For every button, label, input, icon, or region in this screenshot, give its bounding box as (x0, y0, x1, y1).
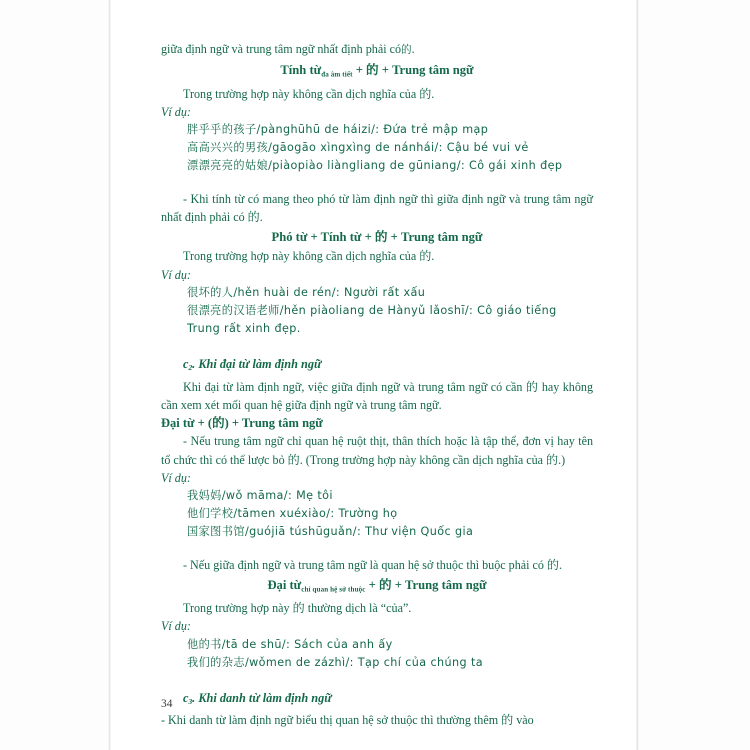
bullet-possessive-requires-de: - Nếu giữa định ngữ và trung tâm ngữ là quan hệ sở thuộc thì buộc phải có 的. (183, 557, 563, 572)
section-marker: c (183, 357, 189, 372)
example-item: 漂漂亮亮的姑娘/piàopiào liàngliang de gūniang/: Cô gái xinh đẹp (187, 159, 563, 173)
spacer (161, 338, 593, 355)
formula-subscript: chỉ quan hệ sở thuộc (301, 585, 366, 594)
example-item: 他的书/tā de shū/: Sách của anh ấy (187, 637, 393, 651)
example-label-3: Ví dụ: (161, 470, 191, 485)
formula-rest: + 的 + Trung tâm ngữ (352, 63, 474, 78)
section-marker-subscript: 2 (188, 363, 193, 373)
section-heading-c3 (161, 689, 593, 711)
formula-rest: + 的 + Trung tâm ngữ (365, 577, 487, 592)
de-particle-icon: 的 (401, 44, 412, 56)
example-label-2: Ví dụ: (161, 267, 191, 282)
formula-lead: Đại từ (267, 577, 302, 592)
formula-subscript: đa âm tiết (321, 70, 353, 79)
note-no-translation-1: Trong trường hợp này không cần dịch nghĩa của 的. (183, 86, 435, 101)
bullet-kinship-omit-de: - Nếu trung tâm ngữ chỉ quan hệ ruột thịt, thân thích hoặc là tập thể, đơn vị hay tên tổ chức thì có thể lược bỏ 的. (Trong trường hợp này không cần dịch nghĩa của 的.) (161, 434, 593, 467)
formula-possessive-pronoun (161, 576, 593, 598)
note-no-translation-2: Trong trường hợp này không cần dịch nghĩa của 的. (183, 249, 435, 264)
formula-adjective-polysyllabic (161, 61, 593, 83)
example-label-4: Ví dụ: (161, 619, 191, 634)
formula-pronoun-optional-de: Đại từ + (的) + Trung tâm ngữ (161, 416, 323, 431)
spacer (161, 176, 593, 190)
spacer (161, 672, 593, 689)
example-item: 很漂亮的汉语老师/hěn piàoliang de Hànyǔ lǎoshī/: Cô giáo tiếng Trung rất xinh đẹp. (187, 303, 557, 336)
page-number: 34 (161, 698, 173, 710)
paragraph-pronoun-attributive: Khi đại từ làm định ngữ, việc giữa định ngữ và trung tâm ngữ có cần 的 hay không cần xem xét mối quan hệ giữa định ngữ và trung tâm ngữ. (161, 379, 593, 412)
paragraph-continuation: giữa định ngữ và trung tâm ngữ nhất định phải có的. (161, 42, 415, 56)
example-item: 他们学校/tāmen xuéxiào/: Trường họ (187, 507, 398, 521)
bullet-adverb-adjective: - Khi tính từ có mang theo phó từ làm định ngữ thì giữa định ngữ và trung tâm ngữ nhất định phải có 的. (161, 191, 593, 224)
formula-lead: Tính từ (280, 63, 322, 78)
bullet-noun-attributive: - Khi danh từ làm định ngữ biểu thị quan hệ sở thuộc thì thường thêm 的 vào (161, 713, 534, 728)
example-item: 高高兴兴的男孩/gāogāo xìngxìng de nánhái/: Cậu bé vui vẻ (187, 141, 529, 155)
example-label-1: Ví dụ: (161, 104, 191, 119)
spacer (161, 542, 593, 556)
section-heading-c2 (161, 355, 593, 377)
example-item: 国家图书馆/guójiā túshūguǎn/: Thư viện Quốc gia (187, 525, 474, 539)
example-item: 很坏的人/hěn huài de rén/: Người rất xấu (187, 285, 426, 299)
page-gutter-right (636, 0, 639, 750)
body-text-column (161, 40, 593, 730)
example-item: 我们的杂志/wǒmen de zázhì/: Tạp chí của chúng ta (187, 655, 483, 669)
section-marker-subscript: 3 (188, 697, 193, 707)
section-title: . Khi danh từ làm định ngữ (192, 691, 332, 706)
note-translate-cua: Trong trường hợp này 的 thường dịch là “của”. (183, 601, 412, 616)
section-title: . Khi đại từ làm định ngữ (192, 357, 322, 372)
continuation-text: giữa định ngữ và trung tâm ngữ nhất định phải có (161, 42, 401, 56)
example-item: 胖乎乎的孩子/pànghūhū de háizi/: Đứa trẻ mập mạp (187, 123, 489, 137)
example-item: 我妈妈/wǒ māma/: Mẹ tôi (187, 488, 333, 502)
page-sheet (111, 0, 636, 750)
section-marker: c (183, 691, 189, 706)
formula-adverb-adjective: Phó từ + Tính từ + 的 + Trung tâm ngữ (271, 230, 483, 245)
